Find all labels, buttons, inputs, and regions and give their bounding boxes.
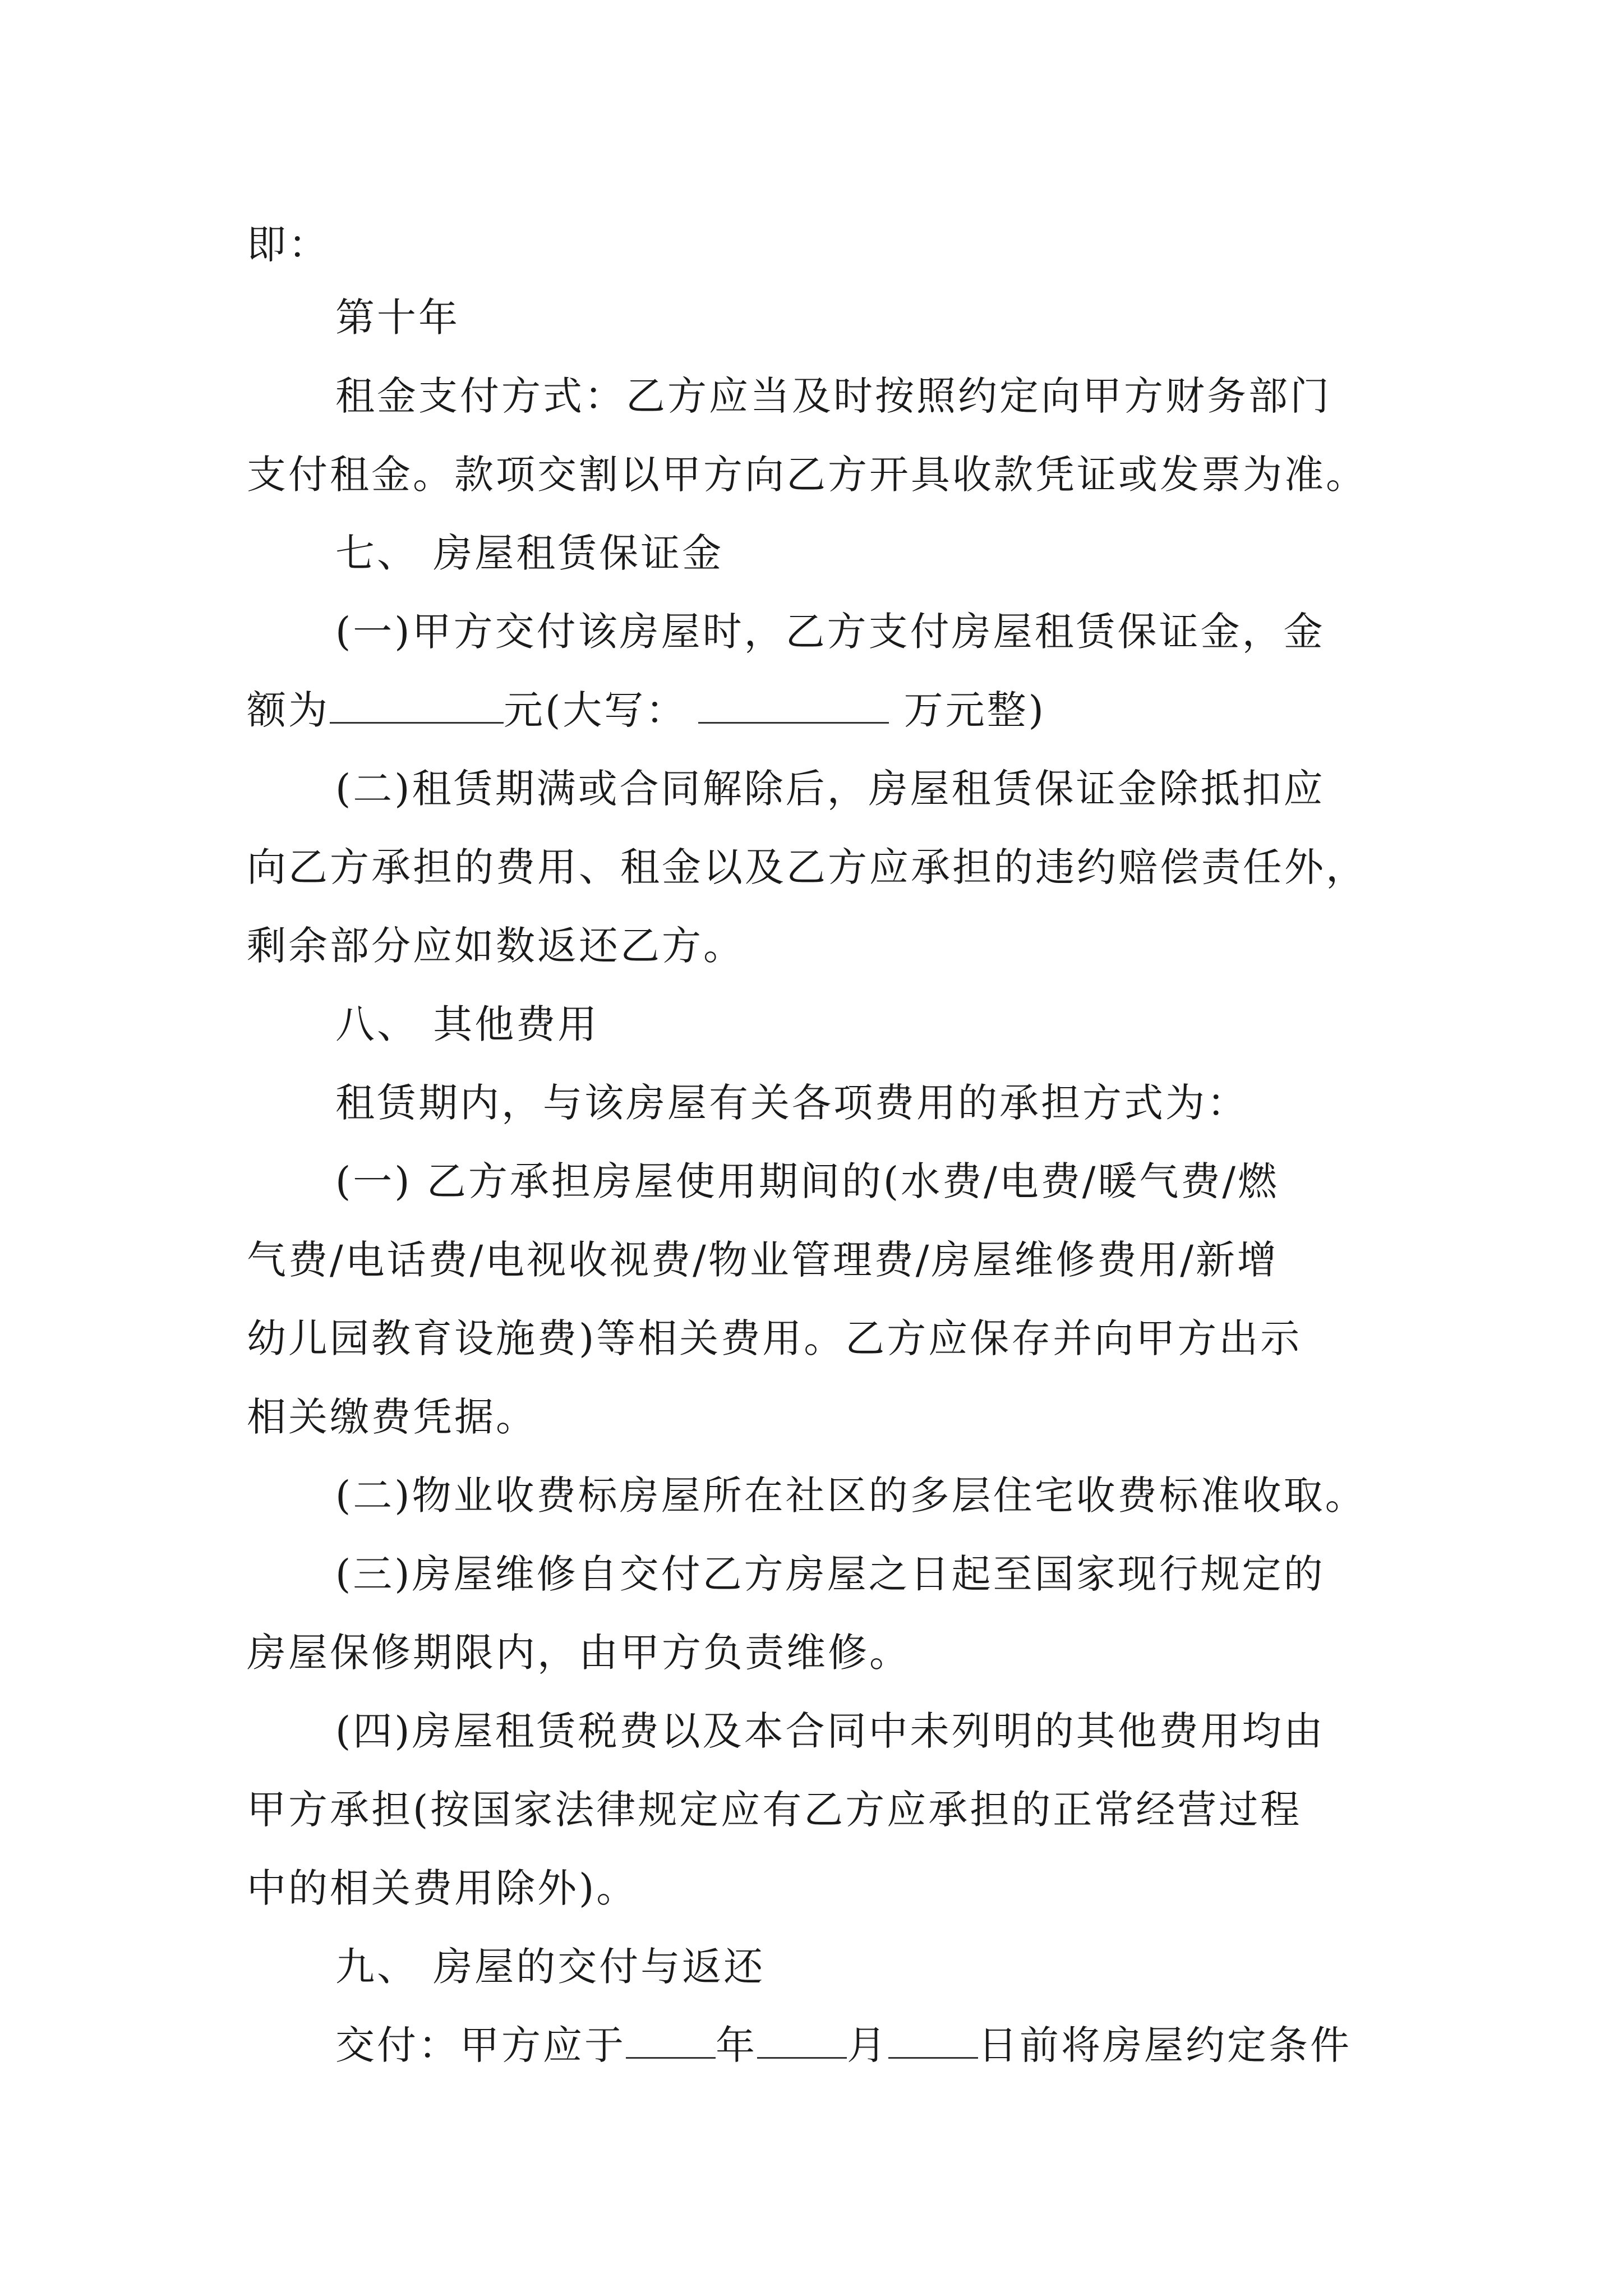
amount-blank (330, 683, 504, 724)
month-blank (757, 2018, 847, 2059)
text-line-14: 气费/电话费/电视收视费/物业管理费/房屋维修费用/新增 (247, 1237, 1279, 1283)
text-line-19: 房屋保修期限内，由甲方负责维修。 (247, 1630, 911, 1676)
text-line-10: 剩余部分应如数返还乙方。 (247, 923, 745, 969)
text-segment: 月 (847, 2022, 888, 2068)
text-segment: 万元整) (889, 687, 1046, 733)
text-line-3: 租金支付方式：乙方应当及时按照约定向甲方财务部门 (335, 373, 1331, 419)
text-line-18: (三)房屋维修自交付乙方房屋之日起至国家现行规定的 (335, 1551, 1325, 1597)
text-line-20: (四)房屋租赁税费以及本合同中未列明的其他费用均由 (335, 1708, 1325, 1754)
text-line-4: 支付租金。款项交割以甲方向乙方开具收款凭证或发票为准。 (247, 452, 1367, 498)
amount-words-blank (698, 683, 889, 724)
text-segment: 额为 (247, 687, 330, 733)
text-line-16: 相关缴费凭据。 (247, 1394, 537, 1440)
section-heading-8: 八、 其他费用 (335, 1001, 600, 1047)
text-line-9: 向乙方承担的费用、租金以及乙方应承担的违约赔偿责任外， (247, 844, 1367, 890)
text-segment: 交付：甲方应于 (335, 2022, 626, 2068)
text-line-13: (一) 乙方承担房屋使用期间的(水费/电费/暖气费/燃 (335, 1158, 1279, 1204)
text-segment: 日前将房屋约定条件 (978, 2022, 1352, 2068)
year-blank (626, 2018, 716, 2059)
text-line-15: 幼儿园教育设施费)等相关费用。乙方应保存并向甲方出示 (247, 1315, 1302, 1361)
section-heading-9: 九、 房屋的交付与返还 (335, 1944, 766, 1990)
text-line-1: 即： (247, 222, 330, 268)
text-line-21: 甲方承担(按国家法律规定应有乙方应承担的正常经营过程 (247, 1787, 1302, 1833)
text-line-12: 租赁期内，与该房屋有关各项费用的承担方式为： (335, 1080, 1248, 1126)
text-line-delivery-date (335, 2006, 1623, 2085)
day-blank (888, 2018, 978, 2059)
text-line-22: 中的相关费用除外)。 (247, 1865, 638, 1911)
text-segment: 元(大写： (504, 687, 688, 733)
text-line-17: (二)物业收费标房屋所在社区的多层住宅收费标准收取。 (335, 1473, 1367, 1519)
text-segment: 年 (716, 2022, 757, 2068)
text-line-2: 第十年 (335, 295, 460, 341)
text-line-deposit-amount (247, 671, 1623, 749)
text-line-8: (二)租赁期满或合同解除后，房屋租赁保证金除抵扣应 (335, 766, 1325, 812)
text-line-6: (一)甲方交付该房屋时，乙方支付房屋租赁保证金，金 (335, 609, 1325, 655)
section-heading-7: 七、 房屋租赁保证金 (335, 530, 724, 576)
